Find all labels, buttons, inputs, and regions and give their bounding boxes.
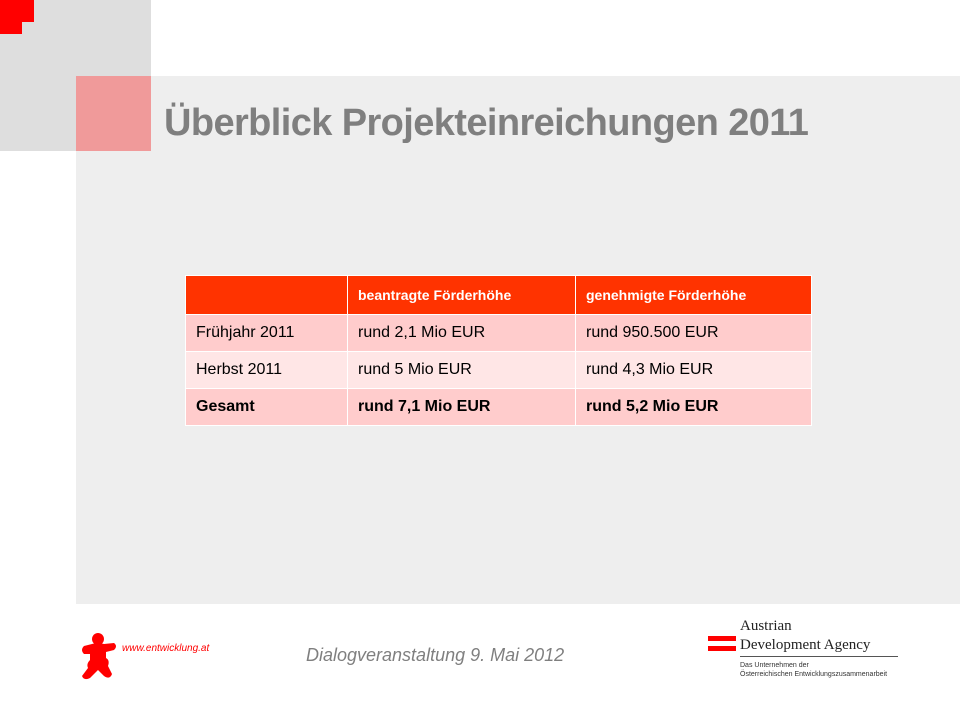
corner-decoration-red-lower (0, 22, 22, 34)
agency-name-line1: Austrian (740, 618, 792, 634)
corner-decoration-red (0, 0, 34, 22)
table-cell-period: Gesamt (186, 389, 348, 426)
table-cell-approved: rund 950.500 EUR (576, 315, 812, 352)
austrian-flag-icon (708, 636, 736, 641)
table-cell-requested: rund 2,1 Mio EUR (348, 315, 576, 352)
agency-subtitle-line1: Das Unternehmen der (740, 662, 809, 669)
table-row (186, 352, 812, 389)
table-header-requested: beantragte Förderhöhe (348, 276, 576, 315)
agency-name-line2: Development Agency (740, 637, 871, 653)
table-cell-period: Frühjahr 2011 (186, 315, 348, 352)
table-cell-approved: rund 4,3 Mio EUR (576, 352, 812, 389)
table-cell-requested: rund 7,1 Mio EUR (348, 389, 576, 426)
agency-subtitle-line2: Österreichischen Entwicklungszusammenarbeit (740, 671, 888, 678)
funding-table (185, 275, 812, 426)
footer-event-text: Dialogveranstaltung 9. Mai 2012 (306, 645, 565, 665)
slide-title: Überblick Projekteinreichungen 2011 (164, 102, 809, 144)
austrian-flag-icon-lower (708, 646, 736, 651)
puzzle-figure-icon (76, 630, 216, 682)
table-row-total (186, 389, 812, 426)
table-header-row (186, 276, 812, 315)
table-row (186, 315, 812, 352)
table-cell-requested: rund 5 Mio EUR (348, 352, 576, 389)
website-url: www.entwicklung.at (122, 643, 210, 654)
agency-divider (740, 656, 898, 657)
table-cell-approved: rund 5,2 Mio EUR (576, 389, 812, 426)
table-header-empty (186, 276, 348, 315)
table-cell-period: Herbst 2011 (186, 352, 348, 389)
table-header-approved: genehmigte Förderhöhe (576, 276, 812, 315)
title-accent-square (76, 76, 151, 151)
